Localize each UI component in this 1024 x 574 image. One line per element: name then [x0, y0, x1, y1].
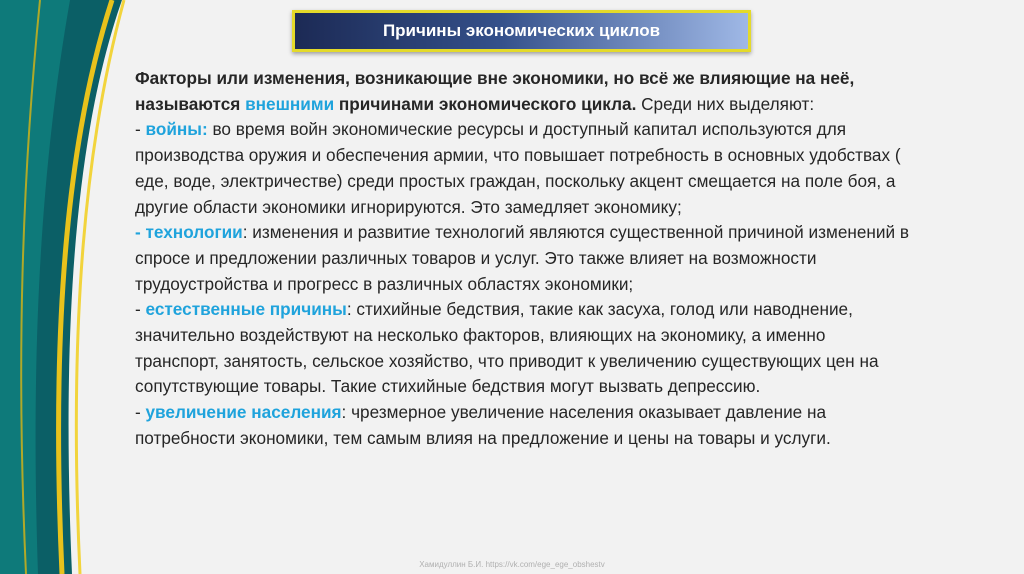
list-item-wars: [135, 117, 910, 220]
intro-bold-1: Факторы или изменения, возникающие вне экономики, но всё же влияющие на неё, называются: [135, 68, 855, 114]
list-item-population: [135, 400, 910, 451]
list-item-natural-causes: [135, 297, 910, 400]
decorative-left-swoosh: [0, 0, 140, 574]
intro-highlight: внешними: [245, 93, 335, 114]
item-term: увеличение населения: [145, 402, 342, 423]
slide-title: Причины экономических циклов: [382, 21, 661, 40]
item-term: - технологии: [135, 222, 243, 243]
slide-title-banner: [292, 10, 751, 52]
item-term: естественные причины: [145, 299, 347, 320]
intro-rest: Среди них выделяют:: [636, 93, 815, 114]
item-text: во время войн экономические ресурсы и доступный капитал используются для производства оружия и обеспечения армии, что повышает потребность в основных удобствах ( еде, воде, электричестве) среди простых граждан, поскольку акцент смещается на поле боя, а другие области экономики игнорируются. Это замедляет экономику;: [135, 119, 901, 217]
list-item-technology: [135, 220, 910, 297]
footer-credit: Хамидуллин Б.И. https://vk.com/ege_ege_obshestv: [419, 560, 605, 569]
intro-paragraph: [135, 66, 910, 117]
item-term: войны:: [145, 119, 208, 140]
item-text: : изменения и развитие технологий являются существенной причиной изменений в спросе и предложении различных товаров и услуг. Это также влияет на возможности трудоустройства и прогресс в различных областях экономики;: [135, 222, 910, 294]
item-text: : стихийные бедствия, такие как засуха, голод или наводнение, значительно воздействуют на несколько факторов, влияющих на экономику, а именно транспорт, занятость, сельское хозяйство, что приводит к увеличению существующих цен на сопутствующие товары. Такие стихийные бедствия могут вызвать депрессию.: [135, 299, 879, 397]
intro-bold-2: причинами экономического цикла.: [334, 93, 637, 114]
item-text: : чрезмерное увеличение населения оказывает давление на потребности экономики, тем самым влияя на предложение и цены на товары и услуги.: [135, 402, 831, 448]
item-prefix: -: [135, 299, 146, 320]
item-prefix: -: [135, 119, 146, 140]
item-prefix: -: [135, 402, 146, 423]
slide-body: [135, 66, 910, 452]
